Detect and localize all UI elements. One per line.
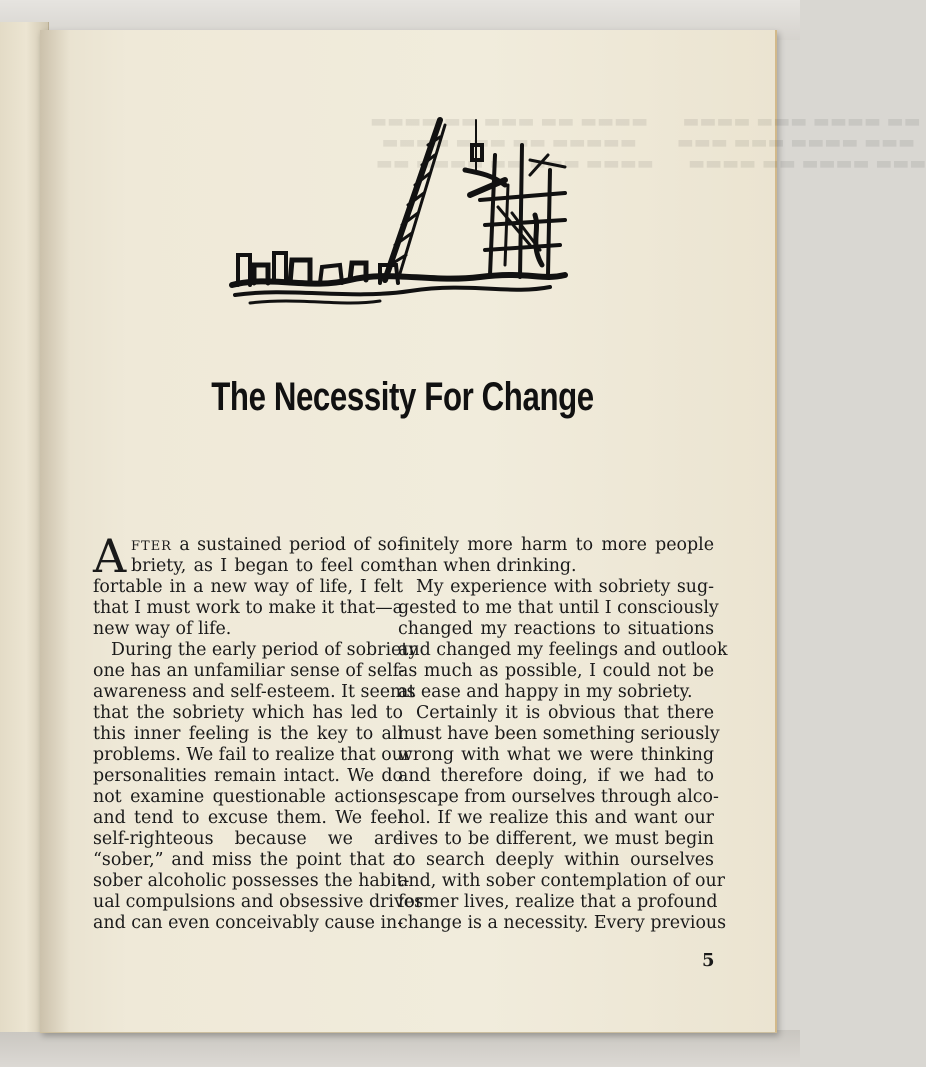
show-through-texture: ▬▬▬▬ ▬▬ ▬▬▬ ▬▬ ▬▬▬▬ ▬▬▬▬ ▬▬▬ ▬▬▬▬ ▬▬ ▬▬▬▬ ▬▬▬ ▬▬ ▬▬▬▬▬ ▬▬▬ ▬▬▬ ▬▬▬▬ ▬▬▬ ▬▬ ▬▬▬▬ ▬▬ ▬▬▬ ▬▬▬▬ ▬▬▬▬ ▬▬ ▬▬▬▬ ▬▬▬ xyxy=(370,111,926,174)
lead-smallcaps: FTER xyxy=(131,539,172,554)
left-text-column xyxy=(93,529,424,934)
text-line: wrong with what we were thinking xyxy=(398,745,714,765)
text-line: and therefore doing, if we had to xyxy=(398,766,714,786)
text-line: gested to me that until I consciously xyxy=(398,598,719,618)
right-text-column xyxy=(398,535,728,934)
page-number: 5 xyxy=(702,950,715,971)
text-line: Certainly it is obvious that there xyxy=(416,703,714,723)
text-line: this inner feeling is the key to all xyxy=(93,724,403,744)
text-line: changed my reactions to situations xyxy=(398,619,714,639)
text-line: must have been something seriously xyxy=(398,724,720,744)
page-spine-shadow xyxy=(40,30,70,1032)
text-line: one has an unfamiliar sense of self- xyxy=(93,661,405,681)
text-line: to search deeply within ourselves xyxy=(398,850,714,870)
text-line: not examine questionable actions, xyxy=(93,787,403,807)
text-line: escape from ourselves through alco- xyxy=(398,787,719,807)
text-line: During the early period of sobriety xyxy=(111,640,419,660)
text-line: fortable in a new way of life, I felt xyxy=(93,577,403,597)
text-line: that the sobriety which has led to xyxy=(93,703,403,723)
text-line: “sober,” and miss the point that a xyxy=(93,850,403,870)
drop-cap: A xyxy=(93,529,127,583)
text-line: and, with sober contemplation of our xyxy=(398,871,725,891)
article-title: The Necessity For Change xyxy=(211,375,594,419)
text-line: and can even conceivably cause in- xyxy=(93,913,404,933)
text-line: hol. If we realize this and want our xyxy=(398,808,714,828)
text-line: lives to be different, we must begin xyxy=(398,829,714,849)
background-bottom xyxy=(0,1030,800,1067)
text-line: former lives, realize that a profound xyxy=(398,892,718,912)
text-line: My experience with sobriety sug- xyxy=(416,577,714,597)
text-line: awareness and self-esteem. It seems xyxy=(93,682,416,702)
text-line: ual compulsions and obsessive drives xyxy=(93,892,424,912)
text-line: and tend to excuse them. We feel xyxy=(93,808,403,828)
construction-crane-sketch-icon xyxy=(230,115,570,345)
text-line: than when drinking. xyxy=(398,556,577,576)
text-line: briety, as I began to feel com- xyxy=(131,556,403,576)
text-line: and changed my feelings and outlook xyxy=(398,640,728,660)
text-line: self-righteous because we are xyxy=(93,829,403,849)
text-line: personalities remain intact. We do xyxy=(93,766,403,786)
text-line: finitely more harm to more people xyxy=(398,535,714,555)
book-page xyxy=(40,30,926,1033)
text-line: as much as possible, I could not be xyxy=(398,661,714,681)
opening-line: A FTER a sustained period of so- xyxy=(93,529,403,583)
text-line: problems. We fail to realize that our xyxy=(93,745,412,765)
text-line: that I must work to make it that—a xyxy=(93,598,403,618)
text-line: change is a necessity. Every previous xyxy=(398,913,727,933)
text-line: sober alcoholic possesses the habit- xyxy=(93,871,410,891)
text-line: new way of life. xyxy=(93,619,232,639)
text-line: at ease and happy in my sobriety. xyxy=(398,682,693,702)
